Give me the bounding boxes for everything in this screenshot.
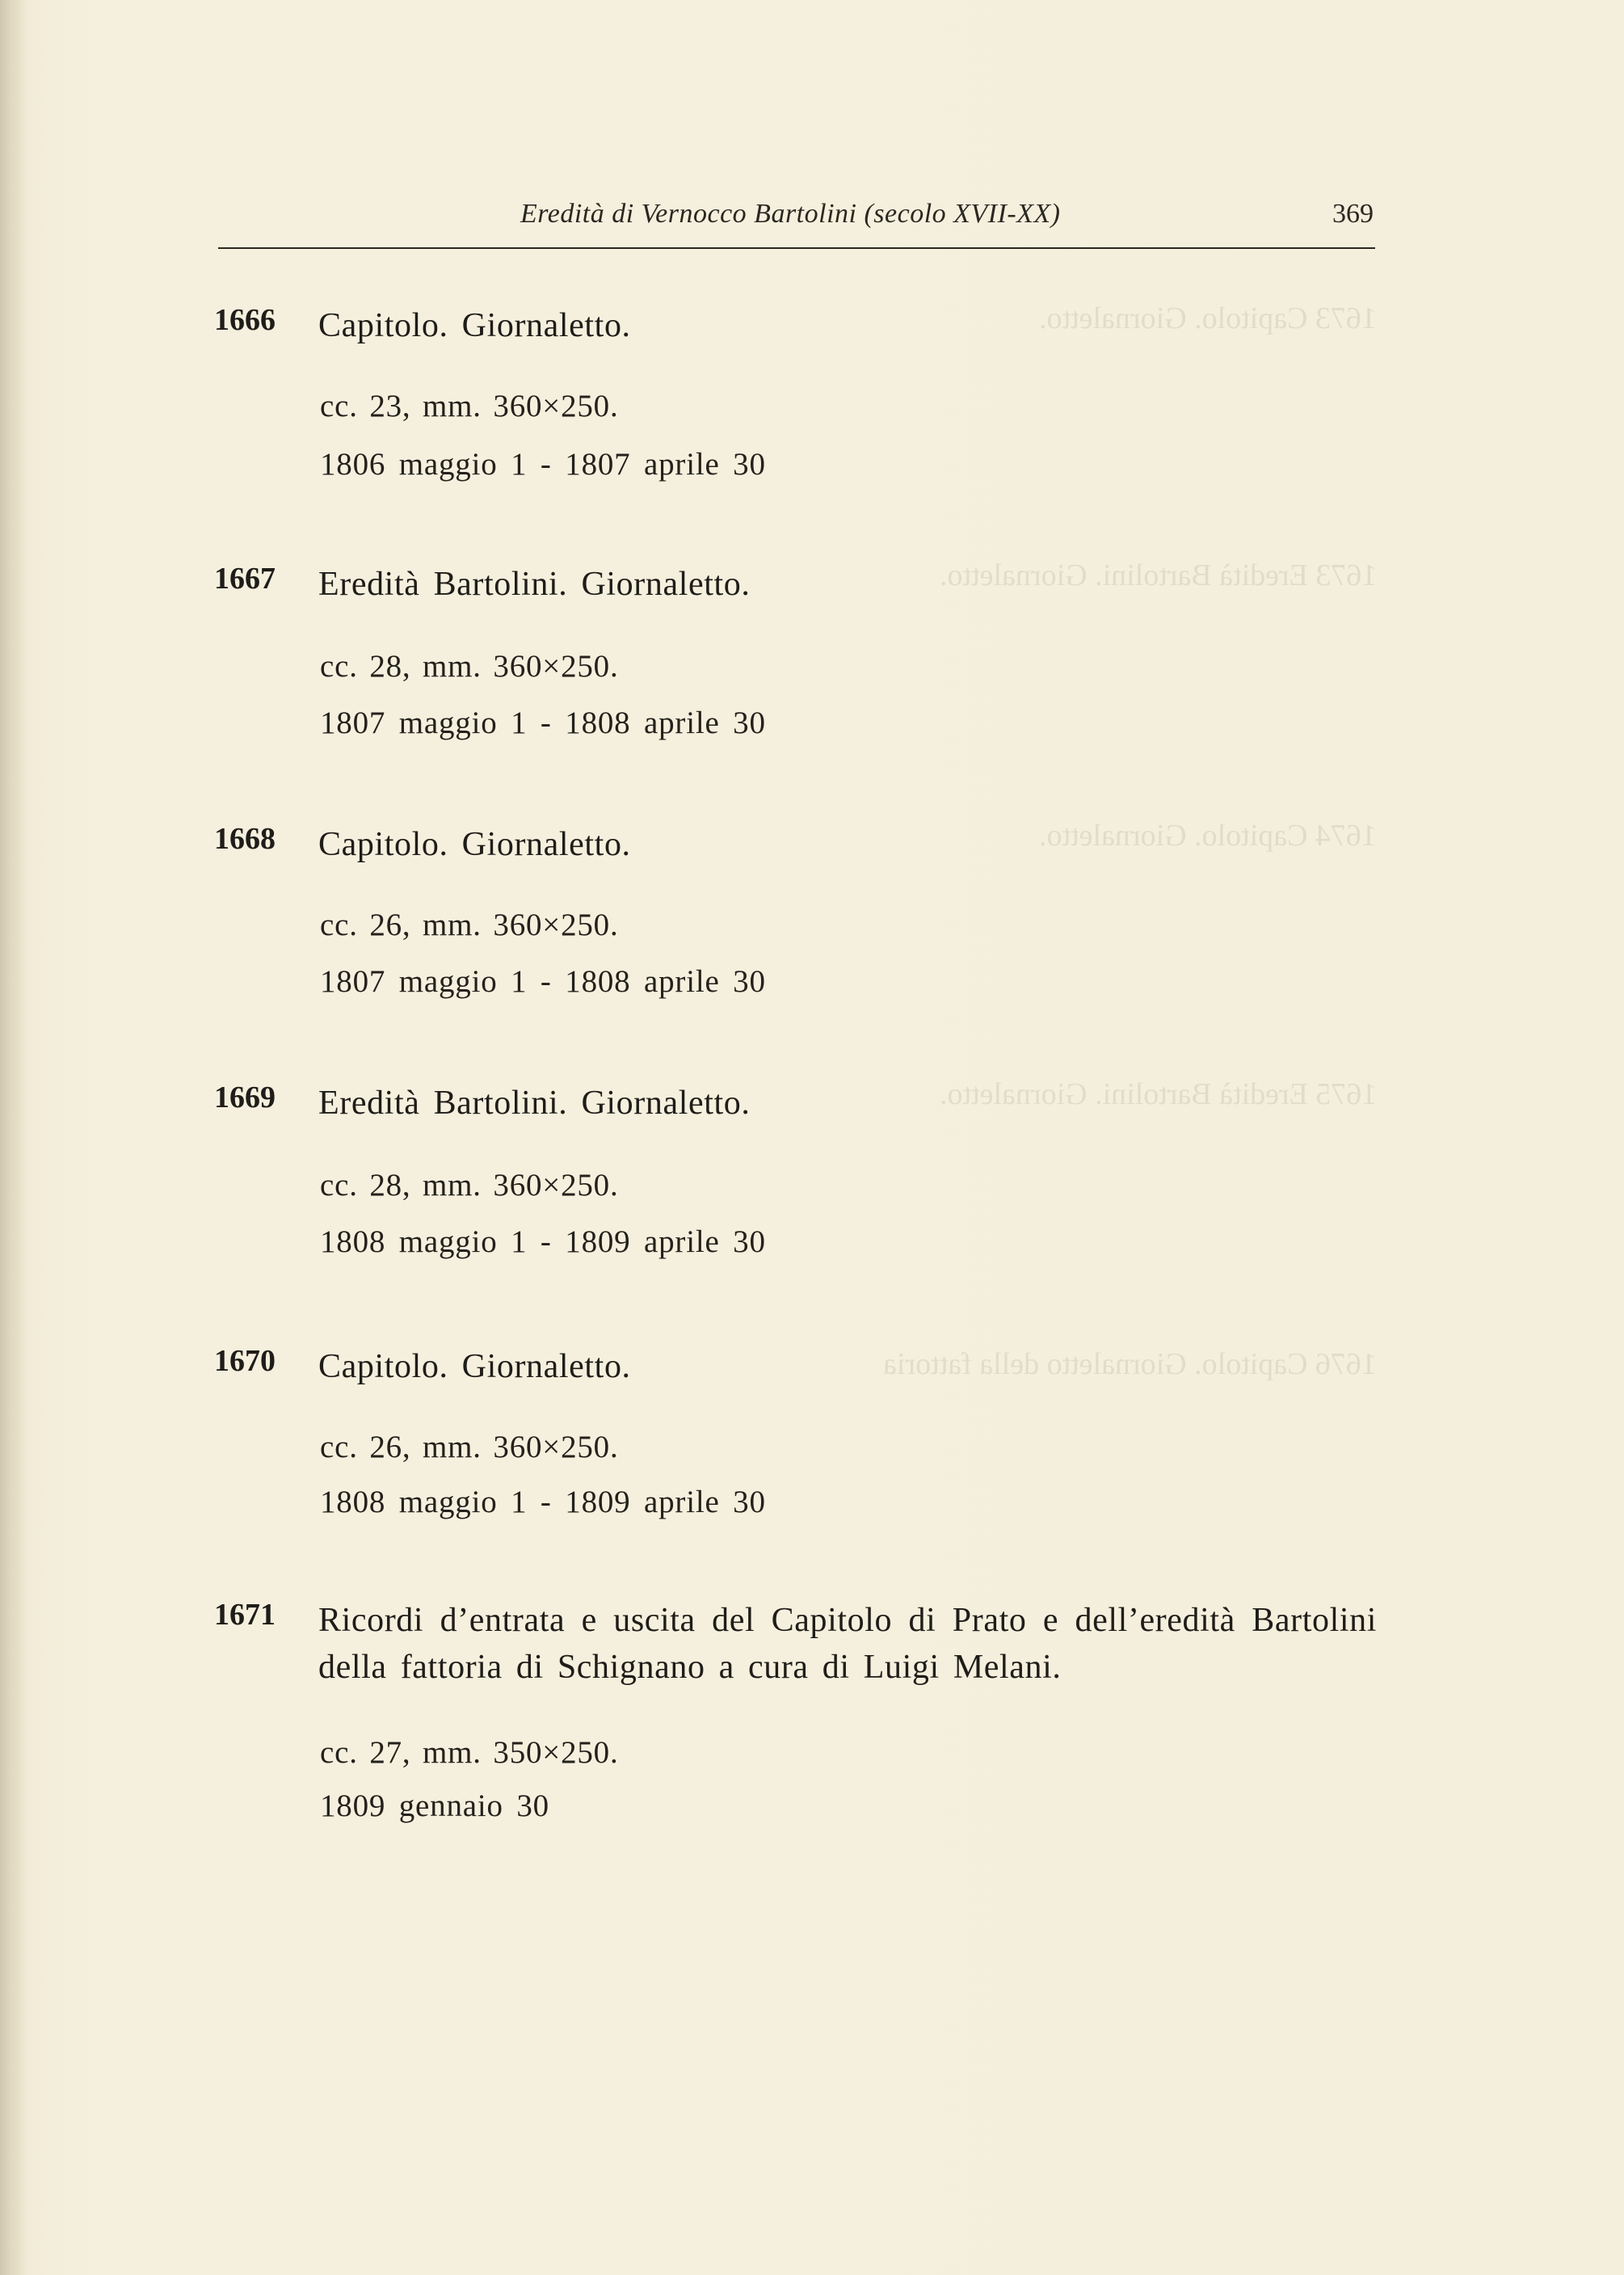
entry-number: 1669 (214, 1081, 276, 1114)
entry-title: Eredità Bartolini. Giornaletto. (318, 1085, 751, 1122)
entry-description: cc. 26, mm. 360×250. (320, 908, 619, 942)
entry-description: cc. 27, mm. 350×250. (320, 1735, 619, 1770)
running-header (218, 199, 1375, 249)
entry-title: Eredità Bartolini. Giornaletto. (318, 566, 751, 603)
entry-number: 1667 (214, 562, 276, 596)
entry-description: cc. 28, mm. 360×250. (320, 649, 619, 684)
entry-number: 1668 (214, 822, 276, 856)
entry-title: Ricordi d’entrata e uscita del Capitolo di Prato e dell’eredità Bartolini della fattoria di Schignano a cura di Luigi Melani. (318, 1602, 1377, 1686)
entry-number: 1666 (214, 303, 276, 337)
entry-title: Capitolo. Giornaletto. (318, 307, 631, 344)
gutter-shadow (0, 0, 26, 2275)
header-title: Eredità di Vernocco Bartolini (secolo XVII-XX) (520, 199, 1061, 229)
entry-number: 1671 (214, 1598, 276, 1632)
entry-date: 1806 maggio 1 - 1807 aprile 30 (320, 447, 766, 482)
entry-date: 1807 maggio 1 - 1808 aprile 30 (320, 964, 766, 999)
page-number: 369 (1332, 199, 1374, 229)
entry-description: cc. 23, mm. 360×250. (320, 389, 619, 423)
entry-date: 1809 gennaio 30 (320, 1788, 549, 1823)
entry-title: Capitolo. Giornaletto. (318, 1348, 631, 1385)
entry-number: 1670 (214, 1344, 276, 1378)
entry-title: Capitolo. Giornaletto. (318, 826, 631, 863)
entry-description: cc. 26, mm. 360×250. (320, 1430, 619, 1464)
entry-description: cc. 28, mm. 360×250. (320, 1168, 619, 1203)
entry-date: 1808 maggio 1 - 1809 aprile 30 (320, 1485, 766, 1519)
show-through-text: 1673 Eredità Bartolini. Giornaletto. (939, 558, 1377, 592)
entry-date: 1808 maggio 1 - 1809 aprile 30 (320, 1224, 766, 1259)
show-through-text: 1674 Capitolo. Giornaletto. (1039, 819, 1377, 853)
entry-date: 1807 maggio 1 - 1808 aprile 30 (320, 706, 766, 740)
show-through-text: 1675 Eredità Bartolini. Giornaletto. (939, 1077, 1377, 1111)
show-through-text: 1676 Capitolo. Giornaletto della fattoria (882, 1347, 1377, 1381)
show-through-text: 1673 Capitolo. Giornaletto. (1039, 301, 1377, 335)
